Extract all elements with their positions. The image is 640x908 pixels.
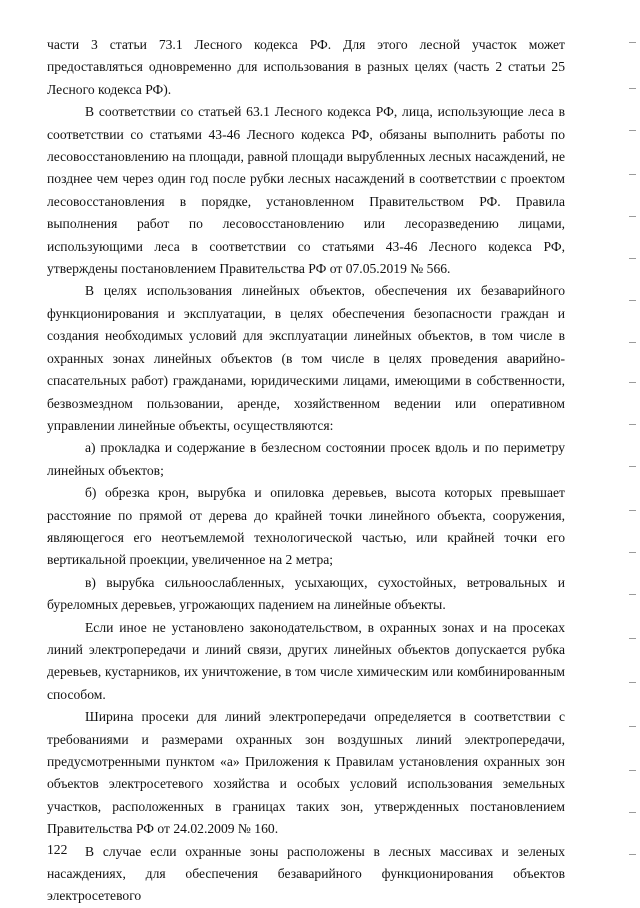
scan-edge-marks xyxy=(620,0,640,905)
paragraph-7: Если иное не установлено законодательством, в охранных зонах и на просеках линий электропередачи и линий связи, других линейных объектов допускается рубка деревьев, кустарников, их уничтожение, в том числе химическим или комбинированным способом. xyxy=(47,619,565,702)
edge-mark xyxy=(629,424,636,425)
edge-mark xyxy=(629,854,636,855)
edge-mark xyxy=(629,812,636,813)
edge-mark xyxy=(629,682,636,683)
edge-mark xyxy=(629,726,636,727)
edge-mark xyxy=(629,88,636,89)
paragraph-2: В соответствии со статьей 63.1 Лесного кодекса РФ, лица, использующие леса в соответствии со статьями 43-46 Лесного кодекса РФ, обязаны выполнить работы по лесовосстановлению на площади, равной площади вырубленных лесных насаждений, не позднее чем через один год после рубки лесных насаждений в соответствии с проектом лесовосстановления в порядке, установленном Правительством РФ. Правила выполнения работ по лесовосстановлению или лесоразведению лицами, использующими леса в соответствии со статьями 43-46 Лесного кодекса РФ, утверждены постановлением Правительства РФ от 07.05.2019 № 566. xyxy=(47,104,565,277)
edge-mark xyxy=(629,638,636,639)
edge-mark xyxy=(629,466,636,467)
edge-mark xyxy=(629,216,636,217)
document-page xyxy=(47,34,565,908)
edge-mark xyxy=(629,174,636,175)
paragraph-9: В случае если охранные зоны расположены в лесных массивах и зеленых насаждениях, для обеспечения безаварийного функционирования объектов электросетевого xyxy=(47,843,565,904)
edge-mark xyxy=(629,42,636,43)
edge-mark xyxy=(629,130,636,131)
edge-mark xyxy=(629,594,636,595)
edge-mark xyxy=(629,300,636,301)
edge-mark xyxy=(629,552,636,553)
edge-mark xyxy=(629,342,636,343)
paragraph-1: части 3 статьи 73.1 Лесного кодекса РФ. Для этого лесной участок может предоставляться одновременно для использования в разных целях (часть 2 статьи 25 Лесного кодекса РФ). xyxy=(47,37,565,97)
page-number: 122 xyxy=(47,842,68,857)
paragraph-6-list-item-v: в) вырубка сильноослабленных, усыхающих, сухостойных, ветровальных и буреломных деревьев, угрожающих падением на линейные объекты. xyxy=(47,574,565,613)
edge-mark xyxy=(629,382,636,383)
edge-mark xyxy=(629,258,636,259)
paragraph-8: Ширина просеки для линий электропередачи определяется в соответствии с требованиями и размерами охранных зон воздушных линий электропередачи, предусмотренными пунктом «а» Приложения к Правилам установления охранных зон объектов электросетевого хозяйства и особых условий использования земельных участков, расположенных в границах таких зон, утвержденных постановлением Правительства РФ от 24.02.2009 № 160. xyxy=(47,709,565,837)
edge-mark xyxy=(629,510,636,511)
paragraph-3: В целях использования линейных объектов, обеспечения их безаварийного функционирования и эксплуатации, в целях обеспечения безопасности граждан и создания необходимых условий для эксплуатации линейных объектов, в том числе в охранных зонах линейных объектов (в том числе в целях проведения аварийно-спасательных работ) гражданами, юридическими лицами, имеющими в собственности, безвозмездном пользовании, аренде, хозяйственном ведении или оперативном управлении линейные объекты, осуществляются: xyxy=(47,283,565,433)
paragraph-5-list-item-b: б) обрезка крон, вырубка и опиловка деревьев, высота которых превышает расстояние по прямой от дерева до крайней точки линейного объекта, сооружения, являющегося его неотъемлемой технологической частью, или крайней точки его вертикальной проекции, увеличенное на 2 метра; xyxy=(47,485,565,568)
paragraph-4-list-item-a: а) прокладка и содержание в безлесном состоянии просек вдоль и по периметру линейных объектов; xyxy=(47,440,565,478)
edge-mark xyxy=(629,770,636,771)
